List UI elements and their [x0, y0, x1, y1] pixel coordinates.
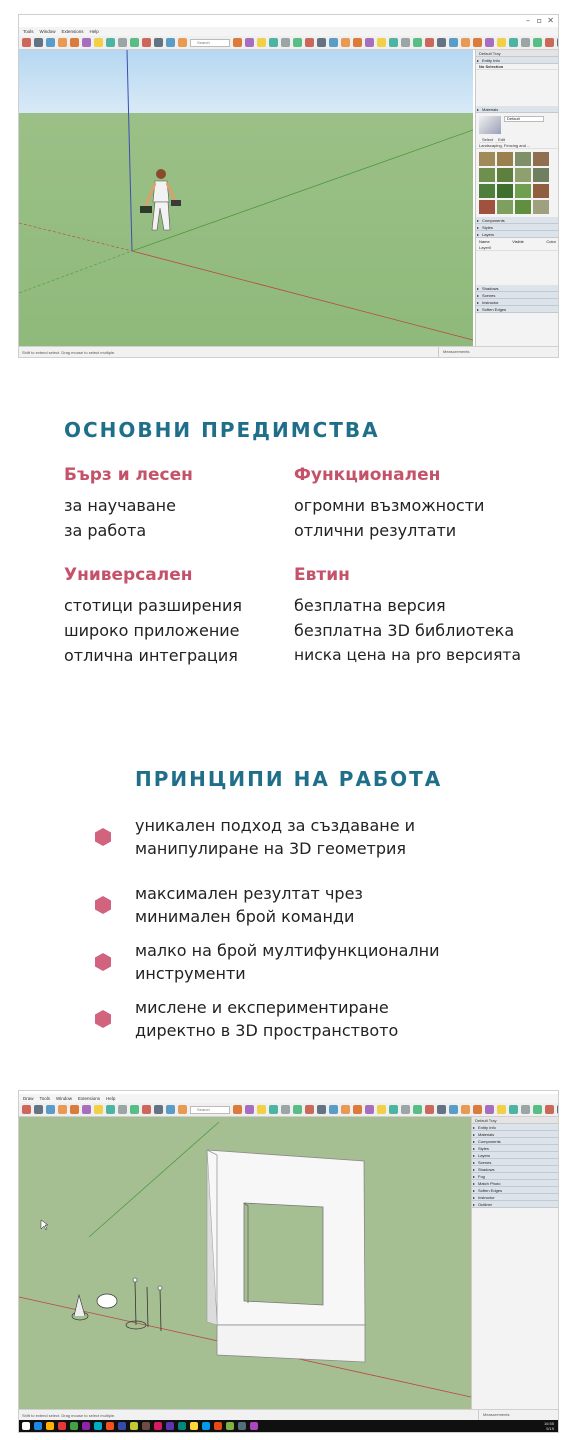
tray-panel[interactable]: ▸ Outliner — [472, 1201, 559, 1208]
toolbar-tool-icon[interactable] — [389, 38, 398, 47]
tray-panel[interactable]: ▸ Styles — [472, 1145, 559, 1152]
material-swatch[interactable] — [533, 184, 549, 198]
taskbar-app-icon[interactable] — [166, 1422, 174, 1430]
principle-line: минимален брой команди — [135, 907, 355, 926]
red-axis-dashed — [19, 223, 132, 251]
material-swatch[interactable] — [515, 184, 531, 198]
toolbar-tool-icon[interactable] — [449, 1105, 458, 1114]
taskbar-app-icon[interactable] — [154, 1422, 162, 1430]
taskbar-app-icon[interactable] — [226, 1422, 234, 1430]
menu-help[interactable]: Help — [106, 1096, 116, 1101]
toolbar-tool-icon[interactable] — [46, 1105, 55, 1114]
toolbar-tool-icon[interactable] — [341, 1105, 350, 1114]
taskbar-app-icon[interactable] — [118, 1422, 126, 1430]
material-swatch[interactable] — [479, 168, 495, 182]
toolbar-tool-icon[interactable] — [281, 38, 290, 47]
toolbar-tool-icon[interactable] — [178, 38, 187, 47]
material-preview — [476, 113, 559, 137]
small-objects — [72, 1278, 162, 1331]
toolbar-tool-icon[interactable] — [118, 1105, 127, 1114]
taskbar-app-icon[interactable] — [82, 1422, 90, 1430]
taskbar-app-icon[interactable] — [58, 1422, 66, 1430]
material-swatch[interactable] — [497, 200, 513, 214]
panel-components[interactable]: ▸ Components — [476, 217, 559, 224]
toolbar-tool-icon[interactable] — [154, 1105, 163, 1114]
toolbar-tool-icon[interactable] — [142, 1105, 151, 1114]
toolbar-tool-icon[interactable] — [473, 1105, 482, 1114]
principles-heading: ПРИНЦИПИ НА РАБОТА — [135, 767, 443, 791]
cursor-icon — [41, 1220, 48, 1230]
toolbar-tool-icon[interactable] — [317, 38, 326, 47]
tray-panel[interactable]: ▸ Materials — [472, 1131, 559, 1138]
toolbar-tool-icon[interactable] — [106, 38, 115, 47]
toolbar-tool-icon[interactable] — [461, 1105, 470, 1114]
toolbar-tool-icon[interactable] — [401, 1105, 410, 1114]
layer-columns — [476, 238, 559, 245]
toolbar-tool-icon[interactable] — [233, 38, 242, 47]
toolbar — [19, 36, 558, 50]
menu-draw[interactable]: Draw — [23, 1096, 34, 1101]
taskbar-clock — [544, 1421, 554, 1431]
title-bar — [19, 15, 558, 27]
toolbar-tool-icon[interactable] — [341, 38, 350, 47]
advantage-line: стотици разширения — [64, 596, 242, 615]
material-swatch[interactable] — [515, 200, 531, 214]
advantage-line: безплатна версия — [294, 596, 446, 615]
panel-shadows[interactable]: ▸ Shadows — [476, 285, 559, 292]
toolbar-tool-icon[interactable] — [118, 38, 127, 47]
panel-instructor[interactable]: ▸ Instructor — [476, 299, 559, 306]
toolbar-tool-icon[interactable] — [533, 38, 542, 47]
library-select[interactable]: Landscaping, Fencing and ... — [476, 143, 559, 149]
toolbar-tool-icon[interactable] — [82, 38, 91, 47]
principle-line: манипулиране на 3D геометрия — [135, 839, 407, 858]
toolbar-tool-icon[interactable] — [94, 38, 103, 47]
panel-styles[interactable]: ▸ Styles — [476, 224, 559, 231]
material-swatches — [476, 149, 559, 217]
toolbar-tool-icon[interactable] — [365, 1105, 374, 1114]
toolbar-tool-icon[interactable] — [401, 38, 410, 47]
toolbar-tool-icon[interactable] — [545, 38, 554, 47]
toolbar-tool-icon[interactable] — [46, 38, 55, 47]
tray-panel[interactable]: ▸ Shadows — [472, 1166, 559, 1173]
toolbar-tool-icon[interactable] — [437, 38, 446, 47]
material-swatch[interactable] — [479, 152, 495, 166]
search-input[interactable]: Search — [190, 39, 230, 47]
green-axis-dashed — [19, 251, 132, 293]
menu-extensions[interactable]: Extensions — [78, 1096, 101, 1101]
toolbar-tool-icon[interactable] — [94, 1105, 103, 1114]
material-swatch[interactable] — [533, 168, 549, 182]
toolbar-tool-icon[interactable] — [509, 38, 518, 47]
toolbar — [19, 1103, 558, 1117]
hexagon-bullet-icon — [95, 1010, 111, 1028]
layer-col-visible: Visible — [512, 239, 524, 244]
search-input[interactable]: Search — [190, 1106, 230, 1114]
material-swatch[interactable] — [479, 200, 495, 214]
toolbar-tool-icon[interactable] — [329, 1105, 338, 1114]
tab-select[interactable]: Select — [479, 137, 493, 143]
material-swatch[interactable] — [533, 152, 549, 166]
advantage-line: отлична интеграция — [64, 646, 238, 665]
toolbar-tool-icon[interactable] — [377, 1105, 386, 1114]
toolbar-tool-icon[interactable] — [353, 38, 362, 47]
modeling-viewport[interactable] — [19, 50, 473, 348]
tray-panel[interactable]: ▸ Layers — [472, 1152, 559, 1159]
measurements-box[interactable]: Measurements — [478, 1409, 538, 1420]
material-swatch[interactable] — [479, 184, 495, 198]
menu-window[interactable]: Window — [56, 1096, 73, 1101]
taskbar-app-icon[interactable] — [70, 1422, 78, 1430]
toolbar-tool-icon[interactable] — [329, 38, 338, 47]
toolbar-tool-icon[interactable] — [461, 38, 470, 47]
tray-panel[interactable]: ▸ Components — [472, 1138, 559, 1145]
toolbar-tool-icon[interactable] — [497, 38, 506, 47]
toolbar-tool-icon[interactable] — [545, 1105, 554, 1114]
material-name-field[interactable]: Default — [504, 116, 544, 122]
sketchup-screenshot-bottom — [18, 1090, 559, 1433]
material-swatch[interactable] — [497, 184, 513, 198]
toolbar-tool-icon[interactable] — [497, 1105, 506, 1114]
toolbar-tool-icon[interactable] — [509, 1105, 518, 1114]
toolbar-tool-icon[interactable] — [22, 38, 31, 47]
toolbar-tool-icon[interactable] — [269, 1105, 278, 1114]
toolbar-tool-icon[interactable] — [377, 38, 386, 47]
toolbar-tool-icon[interactable] — [485, 1105, 494, 1114]
tab-edit[interactable]: Edit — [495, 137, 505, 143]
advantages-heading: ОСНОВНИ ПРЕДИМСТВА — [64, 418, 380, 442]
toolbar-tool-icon[interactable] — [166, 1105, 175, 1114]
toolbar-tool-icon[interactable] — [269, 38, 278, 47]
menu-extensions[interactable]: Extensions — [61, 29, 84, 34]
taskbar-app-icon[interactable] — [238, 1422, 246, 1430]
taskbar-app-icon[interactable] — [214, 1422, 222, 1430]
advantage-line: огромни възможности — [294, 496, 485, 515]
tray-spacer — [476, 70, 559, 106]
advantage-line: за научаване — [64, 496, 176, 515]
material-swatch-preview — [479, 116, 501, 134]
toolbar-tool-icon[interactable] — [521, 38, 530, 47]
minimize-icon[interactable]: – — [526, 16, 530, 25]
maximize-icon[interactable]: ▫ — [536, 16, 542, 25]
toolbar-tool-icon[interactable] — [178, 1105, 187, 1114]
advantage-title-cheap: Евтин — [294, 565, 350, 585]
layer-col-name: Name — [479, 239, 490, 244]
tray-title: Default Tray — [472, 1117, 559, 1124]
advantage-line: ниска цена на pro версията — [294, 646, 521, 664]
advantage-title-universal: Универсален — [64, 565, 193, 585]
toolbar-tool-icon[interactable] — [317, 1105, 326, 1114]
toolbar-tool-icon[interactable] — [130, 38, 139, 47]
principle-line: директно в 3D пространството — [135, 1021, 399, 1040]
tray-panel[interactable]: ▸ Scenes — [472, 1159, 559, 1166]
taskbar-app-icon[interactable] — [22, 1422, 30, 1430]
toolbar-tool-icon[interactable] — [106, 1105, 115, 1114]
toolbar-tool-icon[interactable] — [389, 1105, 398, 1114]
panel-scenes[interactable]: ▸ Scenes — [476, 292, 559, 299]
advantage-line: безплатна 3D библиотека — [294, 621, 515, 640]
scene-drawing — [19, 1117, 471, 1421]
menu-bar — [19, 27, 558, 36]
panel-materials[interactable]: ▸ Materials — [476, 106, 559, 113]
toolbar-tool-icon[interactable] — [365, 38, 374, 47]
advantage-title-fast: Бърз и лесен — [64, 465, 193, 485]
taskbar-app-icon[interactable] — [202, 1422, 210, 1430]
sketchup-screenshot-top — [18, 14, 559, 358]
tray-panel[interactable]: ▸ Instructor — [472, 1194, 559, 1201]
person-figure — [140, 169, 181, 230]
toolbar-tool-icon[interactable] — [34, 1105, 43, 1114]
tray-panel[interactable]: ▸ Entity Info — [472, 1124, 559, 1131]
hexagon-bullet-icon — [95, 828, 111, 846]
close-icon[interactable]: ✕ — [547, 16, 554, 25]
hexagon-bullet-icon — [95, 953, 111, 971]
wall-with-window — [207, 1150, 365, 1362]
layer-col-color: Color — [546, 239, 556, 244]
toolbar-tool-icon[interactable] — [413, 38, 422, 47]
clock-date: 5/19 — [546, 1426, 554, 1431]
toolbar-tool-icon[interactable] — [166, 38, 175, 47]
toolbar-tool-icon[interactable] — [142, 38, 151, 47]
toolbar-tool-icon[interactable] — [257, 38, 266, 47]
material-swatch[interactable] — [497, 168, 513, 182]
status-bar: Shift to extend select. Drag mouse to select multiple. — [19, 346, 558, 357]
tray-title: Default Tray — [476, 50, 559, 57]
material-swatch[interactable] — [497, 152, 513, 166]
toolbar-tool-icon[interactable] — [82, 1105, 91, 1114]
scene-drawing — [19, 50, 473, 348]
taskbar-app-icon[interactable] — [130, 1422, 138, 1430]
principle-line: максимален резултат чрез — [135, 884, 363, 903]
taskbar-app-icon[interactable] — [142, 1422, 150, 1430]
taskbar-app-icon[interactable] — [106, 1422, 114, 1430]
taskbar-app-icon[interactable] — [94, 1422, 102, 1430]
toolbar-tool-icon[interactable] — [130, 1105, 139, 1114]
material-swatch[interactable] — [515, 168, 531, 182]
toolbar-tool-icon[interactable] — [70, 1105, 79, 1114]
advantage-title-functional: Функционален — [294, 465, 441, 485]
menu-help[interactable]: Help — [89, 29, 99, 34]
advantage-line: широко приложение — [64, 621, 240, 640]
toolbar-tool-icon[interactable] — [293, 1105, 302, 1114]
toolbar-tool-icon[interactable] — [233, 1105, 242, 1114]
toolbar-tool-icon[interactable] — [353, 1105, 362, 1114]
menu-bar — [19, 1094, 558, 1103]
default-tray — [471, 1117, 559, 1421]
taskbar-app-icon[interactable] — [178, 1422, 186, 1430]
toolbar-tool-icon[interactable] — [557, 1105, 559, 1114]
advantage-line: отлични резултати — [294, 521, 457, 540]
toolbar-tool-icon[interactable] — [70, 38, 79, 47]
toolbar-tool-icon[interactable] — [305, 1105, 314, 1114]
taskbar-app-icon[interactable] — [34, 1422, 42, 1430]
toolbar-tool-icon[interactable] — [473, 38, 482, 47]
principle-line: малко на брой мултифункционални — [135, 941, 440, 960]
toolbar-tool-icon[interactable] — [34, 38, 43, 47]
toolbar-tool-icon[interactable] — [533, 1105, 542, 1114]
toolbar-tool-icon[interactable] — [58, 38, 67, 47]
tray-panel[interactable]: ▸ Soften Edges — [472, 1187, 559, 1194]
tray-panel[interactable]: ▸ Match Photo — [472, 1180, 559, 1187]
toolbar-tool-icon[interactable] — [22, 1105, 31, 1114]
material-swatch[interactable] — [533, 200, 549, 214]
principle-line: инструменти — [135, 964, 246, 983]
taskbar-app-icon[interactable] — [46, 1422, 54, 1430]
red-axis — [132, 251, 473, 340]
green-axis — [132, 130, 473, 251]
toolbar-tool-icon[interactable] — [245, 1105, 254, 1114]
default-tray — [475, 50, 559, 348]
status-bar: Shift to extend select. Drag mouse to select multiple. — [19, 1409, 558, 1420]
hexagon-bullet-icon — [95, 896, 111, 914]
toolbar-tool-icon[interactable] — [293, 38, 302, 47]
toolbar-tool-icon[interactable] — [58, 1105, 67, 1114]
material-swatch[interactable] — [515, 152, 531, 166]
clock-time: 16:55 — [543, 1421, 554, 1426]
menu-tools[interactable]: Tools — [23, 29, 34, 34]
toolbar-tool-icon[interactable] — [257, 1105, 266, 1114]
layer-row[interactable]: Layer0 — [476, 245, 559, 251]
toolbar-tool-icon[interactable] — [305, 38, 314, 47]
menu-window[interactable]: Window — [39, 29, 56, 34]
principle-line: мислене и експериментиране — [135, 998, 389, 1017]
taskbar-app-icon[interactable] — [190, 1422, 198, 1430]
windows-taskbar — [19, 1420, 558, 1432]
measurements-box[interactable]: Measurements — [438, 346, 498, 357]
toolbar-tool-icon[interactable] — [437, 1105, 446, 1114]
panel-soften-edges[interactable]: ▸ Soften Edges — [476, 306, 559, 313]
advantage-line: за работа — [64, 521, 147, 540]
toolbar-tool-icon[interactable] — [245, 38, 254, 47]
tray-panel[interactable]: ▸ Fog — [472, 1173, 559, 1180]
toolbar-tool-icon[interactable] — [449, 38, 458, 47]
toolbar-tool-icon[interactable] — [413, 1105, 422, 1114]
blue-axis — [127, 50, 132, 251]
toolbar-tool-icon[interactable] — [154, 38, 163, 47]
tray-spacer-2 — [476, 251, 559, 285]
toolbar-tool-icon[interactable] — [281, 1105, 290, 1114]
green-axis — [89, 1122, 219, 1237]
panel-layers[interactable]: ▸ Layers — [476, 231, 559, 238]
toolbar-tool-icon[interactable] — [485, 38, 494, 47]
principle-line: уникален подход за създаване и — [135, 816, 416, 835]
toolbar-tool-icon[interactable] — [425, 1105, 434, 1114]
toolbar-tool-icon[interactable] — [521, 1105, 530, 1114]
taskbar-app-icon[interactable] — [250, 1422, 258, 1430]
panel-entity-info[interactable]: ▸ Entity Info — [476, 57, 559, 64]
modeling-viewport[interactable] — [19, 1117, 471, 1421]
selection-status: No Selection — [476, 64, 559, 70]
menu-tools[interactable]: Tools — [39, 1096, 51, 1101]
toolbar-tool-icon[interactable] — [425, 38, 434, 47]
toolbar-tool-icon[interactable] — [557, 38, 559, 47]
